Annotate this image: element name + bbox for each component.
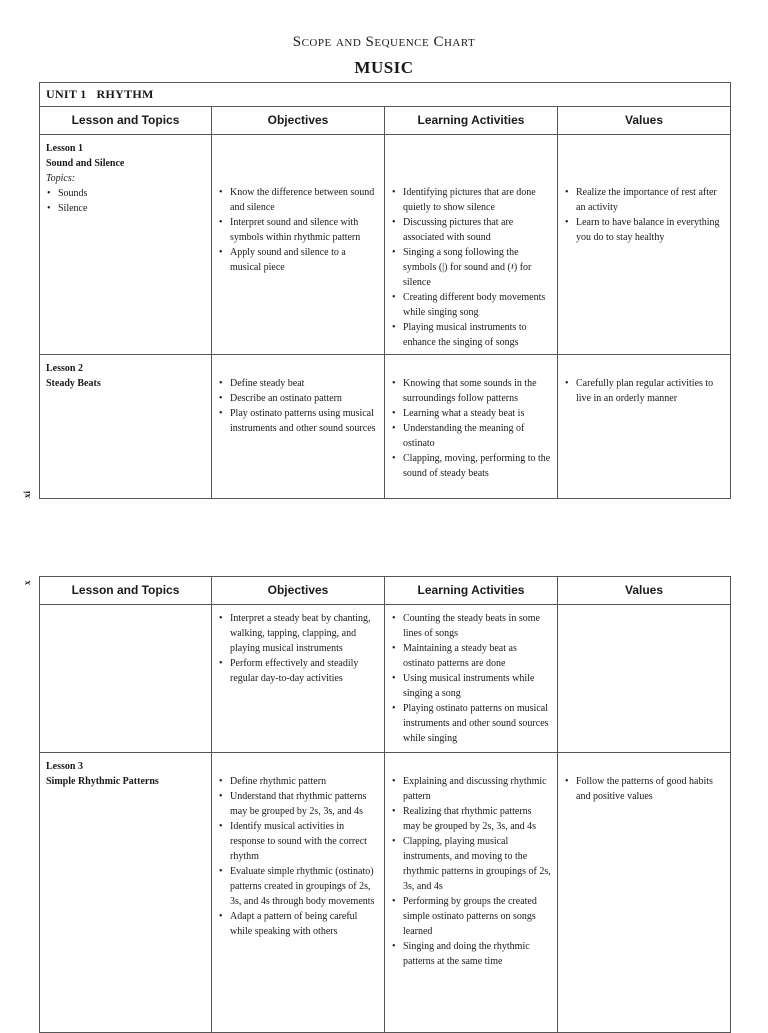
values-cell: [558, 135, 731, 355]
values-list: [564, 376, 724, 406]
activities-list: [391, 611, 551, 746]
lesson-cell: [40, 753, 212, 1033]
activities-cell: [385, 135, 558, 355]
unit-name: RHYTHM: [96, 87, 154, 101]
table-row: [40, 135, 731, 355]
col-header-activities: Learning Activities: [385, 577, 558, 605]
list-item: • Know the difference between sound and silence: [218, 185, 378, 215]
list-item: • Sounds: [46, 186, 205, 201]
col-header-values: Values: [558, 107, 731, 135]
list-item: • Clapping, playing musical instruments, and moving to the rhythmic patterns in groupings of 2s, 3s, and 4s: [391, 834, 551, 894]
lesson-cell: [40, 605, 212, 753]
list-item: • Define steady beat: [218, 376, 378, 391]
list-item: • Adapt a pattern of being careful while speaking with others: [218, 909, 378, 939]
list-item: • Singing a song following the symbols (|) for sound and (𝄽) for silence: [391, 245, 551, 290]
list-item: • Silence: [46, 201, 205, 216]
objectives-list: [218, 611, 378, 686]
objectives-list: [218, 185, 378, 275]
list-item: • Learning what a steady beat is: [391, 406, 551, 421]
objectives-list: [218, 774, 378, 939]
header-row: [40, 107, 731, 135]
objectives-cell: [212, 135, 385, 355]
list-item: • Singing and doing the rhythmic patterns at the same time: [391, 939, 551, 969]
lesson-number: Lesson 1: [46, 143, 83, 154]
list-item: • Interpret a steady beat by chanting, walking, tapping, clapping, and playing musical instruments: [218, 611, 378, 656]
scope-table-unit1: [39, 82, 731, 499]
list-item: • Identifying pictures that are done quietly to show silence: [391, 185, 551, 215]
col-header-objectives: Objectives: [212, 577, 385, 605]
list-item: • Performing by groups the created simple ostinato patterns on songs learned: [391, 894, 551, 939]
lesson-number: Lesson 2: [46, 363, 83, 374]
activities-list: [391, 376, 551, 481]
list-item: • Identify musical activities in response to sound with the correct rhythm: [218, 819, 378, 864]
activities-cell: [385, 605, 558, 753]
lesson-number: Lesson 3: [46, 761, 83, 772]
activities-cell: [385, 355, 558, 499]
activities-list: [391, 774, 551, 969]
list-item: • Playing ostinato patterns on musical instruments and other sound sources while singing: [391, 701, 551, 746]
lesson-title: Simple Rhythmic Patterns: [46, 776, 159, 787]
header-row: [40, 577, 731, 605]
chart-subject: MUSIC: [354, 58, 414, 77]
unit-label: UNIT 1: [46, 87, 87, 101]
list-item: • Creating different body movements while singing song: [391, 290, 551, 320]
table-row: [40, 355, 731, 499]
col-header-values: Values: [558, 577, 731, 605]
list-item: • Discussing pictures that are associated with sound: [391, 215, 551, 245]
objectives-cell: [212, 753, 385, 1033]
table-row: [40, 753, 731, 1033]
activities-cell: [385, 753, 558, 1033]
list-item: • Interpret sound and silence with symbols within rhythmic pattern: [218, 215, 378, 245]
activities-list: [391, 185, 551, 350]
topics-label: Topics:: [46, 173, 76, 184]
list-item: • Describe an ostinato pattern: [218, 391, 378, 406]
list-item: • Evaluate simple rhythmic (ostinato) patterns created in groupings of 2s, 3s, and 4s through body movements: [218, 864, 378, 909]
list-item: • Knowing that some sounds in the surroundings follow patterns: [391, 376, 551, 406]
values-cell: [558, 355, 731, 499]
col-header-lesson: Lesson and Topics: [40, 107, 212, 135]
values-cell: [558, 753, 731, 1033]
unit-heading: [40, 83, 731, 107]
lesson-cell: [40, 135, 212, 355]
list-item: • Realize the importance of rest after an activity: [564, 185, 724, 215]
list-item: • Maintaining a steady beat as ostinato patterns are done: [391, 641, 551, 671]
objectives-list: [218, 376, 378, 436]
objectives-cell: [212, 355, 385, 499]
chart-title: Scope and Sequence Chart: [292, 34, 476, 50]
scope-table-continued: [39, 576, 731, 1033]
col-header-activities: Learning Activities: [385, 107, 558, 135]
page-number-bottom: x: [22, 580, 32, 585]
list-item: • Learn to have balance in everything you do to stay healthy: [564, 215, 724, 245]
list-item: • Perform effectively and steadily regular day-to-day activities: [218, 656, 378, 686]
list-item: • Realizing that rhythmic patterns may be grouped by 2s, 3s, and 4s: [391, 804, 551, 834]
unit-row: [40, 83, 731, 107]
topics-list: [46, 186, 205, 216]
table-row: [40, 605, 731, 753]
values-cell: [558, 605, 731, 753]
lesson-cell: [40, 355, 212, 499]
list-item: • Follow the patterns of good habits and positive values: [564, 774, 724, 804]
list-item: • Understanding the meaning of ostinato: [391, 421, 551, 451]
objectives-cell: [212, 605, 385, 753]
list-item: • Define rhythmic pattern: [218, 774, 378, 789]
list-item: • Counting the steady beats in some lines of songs: [391, 611, 551, 641]
col-header-lesson: Lesson and Topics: [40, 577, 212, 605]
list-item: • Clapping, moving, performing to the sound of steady beats: [391, 451, 551, 481]
lesson-title: Sound and Silence: [46, 158, 125, 169]
list-item: • Using musical instruments while singing a song: [391, 671, 551, 701]
page-number-top: xi: [22, 490, 32, 498]
list-item: • Play ostinato patterns using musical instruments and other sound sources: [218, 406, 378, 436]
lesson-title: Steady Beats: [46, 378, 101, 389]
values-list: [564, 774, 724, 804]
values-list: [564, 185, 724, 245]
list-item: • Apply sound and silence to a musical piece: [218, 245, 378, 275]
list-item: • Understand that rhythmic patterns may be grouped by 2s, 3s, and 4s: [218, 789, 378, 819]
col-header-objectives: Objectives: [212, 107, 385, 135]
list-item: • Playing musical instruments to enhance the singing of songs: [391, 320, 551, 350]
list-item: • Explaining and discussing rhythmic pattern: [391, 774, 551, 804]
list-item: • Carefully plan regular activities to live in an orderly manner: [564, 376, 724, 406]
